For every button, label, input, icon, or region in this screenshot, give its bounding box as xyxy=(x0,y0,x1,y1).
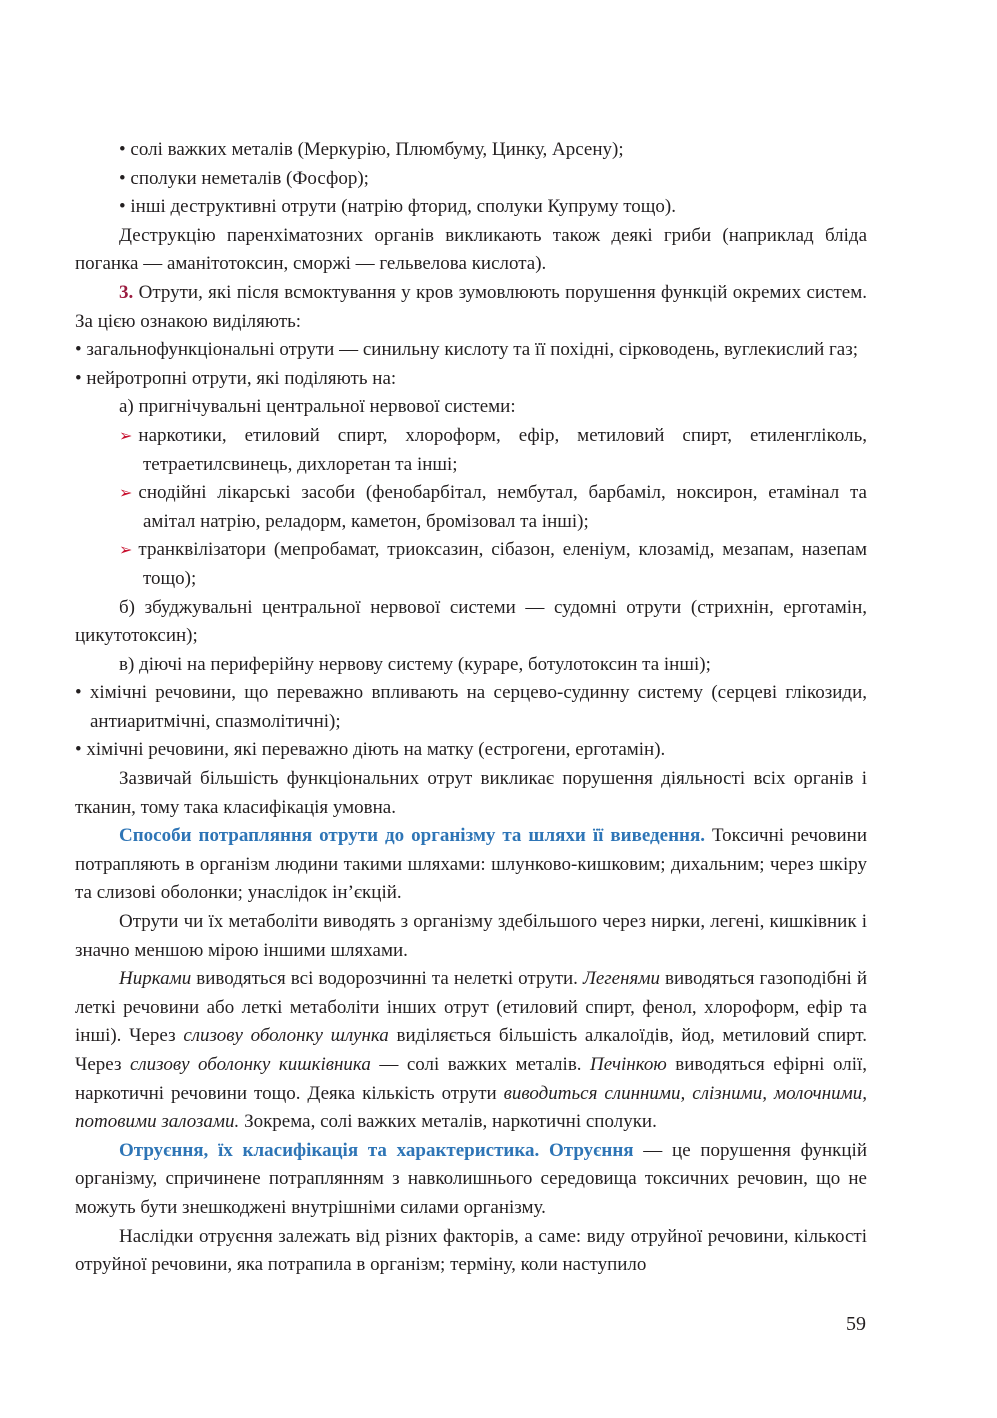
paragraph-text: — солі важких металів. xyxy=(370,1054,591,1075)
paragraph: Зазвичай більшість функціональних отрут викликає порушення діяльності всіх органів і тканин, тому така класифікація умовна. xyxy=(75,768,867,818)
paragraph xyxy=(75,822,867,908)
sub-item: б) збуджувальні центральної нервової системи — судомні отрути (стрихнін, ерготамін, цикутотоксин); xyxy=(75,596,867,647)
section-heading: Способи потрапляння отрути до організму та шляхи її виведення. xyxy=(119,825,705,847)
emphasis: слизову оболонку шлунка xyxy=(183,1025,389,1047)
paragraph xyxy=(75,1137,867,1223)
page-number: 59 xyxy=(846,1313,866,1335)
paragraph-text: — це порушення функцій організму, спричинене потраплянням з навколишнього середовища токсичних речовин, що не можуть бути знешкоджені внутрішніми силами організму. xyxy=(75,1139,867,1218)
paragraph-text: Зокрема, солі важких металів, наркотичні сполуки. xyxy=(239,1111,657,1133)
arrow-item xyxy=(75,536,867,593)
paragraph-text: Токсичні речовини потрапляють в організм людини такими шляхами: шлунково-кишковим; дихальним; через шкіру та слизові оболонки; унаслідок ін’єкцій. xyxy=(75,825,868,904)
list-item: • сполуки неметалів (Фосфор); xyxy=(119,167,369,189)
paragraph-text: виводяться всі водорозчинні та нелеткі отрути. xyxy=(191,968,583,990)
section-heading: Отруєння, їх класифікація та характеристика. Отруєння xyxy=(119,1139,634,1161)
emphasis: Легенями xyxy=(582,968,660,990)
body-text xyxy=(75,136,867,1280)
list-item: • загальнофункціональні отрути — синильну кислоту та її похідні, сірководень, вуглекислий газ; xyxy=(75,339,859,361)
sub-item: а) пригнічувальні центральної нервової системи: xyxy=(119,396,516,418)
arrow-bullet-icon: ➢ xyxy=(119,483,133,503)
list-item: • хімічні речовини, що переважно впливають на серцево-судинну систему (серцеві глікозиди, антиаритмічні, спазмолітичні); xyxy=(75,682,867,732)
arrow-item-text: снодійні лікарські засоби (фенобарбітал, нембутал, барбаміл, ноксирон, етамінал та амітал натрію, реладорм, каметон, бромізовал та інші); xyxy=(138,482,867,532)
item-number: 3. xyxy=(119,281,134,303)
arrow-item-text: наркотики, етиловий спирт, хлороформ, ефір, метиловий спирт, етиленгліколь, тетраетилсвинець, дихлоретан та інші; xyxy=(138,424,867,475)
list-item: • хімічні речовини, які переважно діють на матку (естрогени, ерготамін). xyxy=(75,739,666,761)
arrow-bullet-icon: ➢ xyxy=(119,540,133,560)
emphasis: Печінкою xyxy=(590,1054,667,1075)
paragraph xyxy=(75,965,867,1137)
arrow-item xyxy=(75,422,867,479)
paragraph-text: виводяться газоподібні й леткі речовини або леткі метаболіти інших отрут (етиловий спирт, фенол, хлороформ, ефір та інші). Через xyxy=(75,968,867,1047)
paragraph xyxy=(75,279,867,336)
paragraph-text: виводяться ефірні олії, наркотичні речовини тощо. Деяка кількість отрути xyxy=(75,1054,867,1104)
arrow-item xyxy=(75,479,867,536)
list-item: • солі важких металів (Меркурію, Плюмбуму, Цинку, Арсену); xyxy=(119,139,624,160)
sub-item: в) діючі на периферійну нервову систему (кураре, ботулотоксин та інші); xyxy=(119,653,711,675)
emphasis: слизову оболонку кишківника xyxy=(129,1054,371,1075)
arrow-bullet-icon: ➢ xyxy=(119,425,133,445)
arrow-item-text: транквілізатори (мепробамат, триоксазин, сібазон, еленіум, клозамід, мезапам, назепам тощо); xyxy=(138,539,867,589)
paragraph-text: виділяється більшість алкалоїдів, йод, метиловий спирт. Через xyxy=(75,1025,868,1075)
emphasis: виводиться слинними, слізними, молочними, потовими залозами. xyxy=(75,1082,868,1133)
emphasis: Нирками xyxy=(119,968,192,990)
paragraph: Наслідки отруєння залежать від різних факторів, а саме: виду отруйної речовини, кількості отруйної речовини, яка потрапила в організм; терміну, коли наступило xyxy=(75,1225,867,1276)
paragraph: Деструкцію паренхіматозних органів викликають також деякі гриби (наприклад бліда поганка — аманітотоксин, сморжі — гельвелова кислота). xyxy=(75,224,867,275)
paragraph: Отрути чи їх метаболіти виводять з організму здебільшого через нирки, легені, кишківник і значно меншою мірою іншими шляхами. xyxy=(75,911,867,961)
paragraph-text: Отрути, які після всмоктування у кров зумовлюють порушення функцій окремих систем. За цією ознакою виділяють: xyxy=(75,281,867,332)
list-item: • інші деструктивні отрути (натрію фторид, сполуки Купруму тощо). xyxy=(119,196,676,218)
list-item: • нейротропні отрути, які поділяють на: xyxy=(75,367,397,389)
